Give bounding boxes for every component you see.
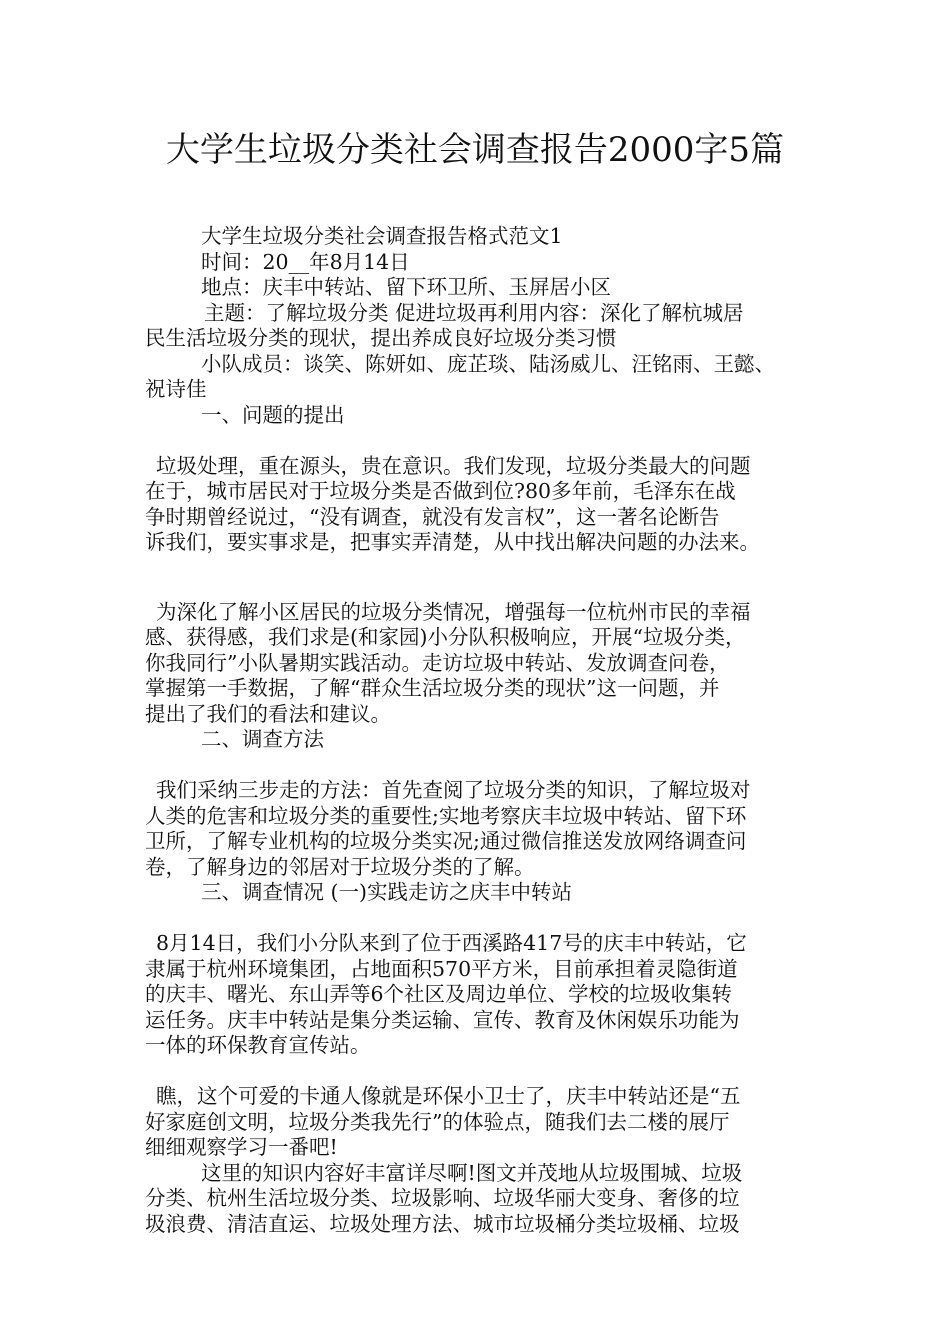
document-body: [145, 224, 820, 1237]
paragraph-line: 我们采纳三步走的方法：首先查阅了垃圾分类的知识，了解垃圾对: [156, 778, 751, 802]
section-heading-2: 二、调查方法: [201, 727, 324, 751]
spacer: [145, 1059, 820, 1085]
paragraph-line: 在于，城市居民对于垃圾分类是否做到位?80多年前，毛泽东在战: [145, 479, 736, 503]
spacer: [145, 428, 820, 454]
paragraph-line: 掌握第一手数据，了解“群众生活垃圾分类的现状”这一问题，并: [145, 676, 720, 700]
members-line: 小队成员：谈笑、陈妍如、庞芷琰、陆汤威儿、汪铭雨、王懿、: [201, 351, 775, 376]
paragraph-line: 一体的环保教育宣传站。: [145, 1033, 371, 1057]
spacer: [145, 753, 820, 779]
paragraph-line: 的庆丰、曙光、东山弄等6个社区及周边单位、学校的垃圾收集转: [145, 982, 733, 1006]
theme-line: 主题：了解垃圾分类 促进垃圾再利用内容：深化了解杭城居: [204, 300, 744, 325]
paragraph-line: 人类的危害和垃圾分类的重要性;实地考察庆丰垃圾中转站、留下环: [145, 803, 747, 828]
paragraph-line: 诉我们，要实事求是，把事实弄清楚，从中找出解决问题的办法来。: [145, 530, 760, 554]
document-title: 大学生垃圾分类社会调查报告2000字5篇: [165, 130, 785, 170]
paragraph-line: 隶属于杭州环境集团，占地面积570平方米，目前承担着灵隐街道: [145, 956, 738, 981]
paragraph-line: 提出了我们的看法和建议。: [145, 701, 391, 726]
paragraph-line: 为深化了解小区居民的垃圾分类情况，增强每一位杭州市民的幸福: [156, 599, 751, 624]
paragraph-line: 细细观察学习一番吧!: [145, 1135, 338, 1159]
theme-line-cont: 民生活垃圾分类的现状，提出养成良好垃圾分类习惯: [145, 326, 617, 350]
paragraph-line: 争时期曾经说过，“没有调查，就没有发言权”，这一著名论断告: [145, 504, 720, 529]
spacer: [145, 556, 820, 600]
paragraph-line: 感、获得感，我们求是(和家园)小分队积极响应，开展“垃圾分类，: [145, 625, 746, 649]
paragraph-line: 瞧，这个可爱的卡通人像就是环保小卫士了，庆丰中转站还是“五: [156, 1084, 741, 1108]
section-heading-3: 三、调查情况 (一)实践走访之庆丰中转站: [201, 880, 573, 904]
paragraph-line: 卷，了解身边的邻居对于垃圾分类的了解。: [145, 854, 535, 879]
paragraph-line: 8月14日，我们小分队来到了位于西溪路417号的庆丰中转站，它: [156, 931, 747, 955]
members-line-cont: 祝诗佳: [145, 377, 207, 401]
paragraph-line: 你我同行”小队暑期实践活动。走访垃圾中转站、发放调查问卷，: [145, 650, 730, 675]
paragraph-line: 垃圾处理，重在源头，贵在意识。我们发现，垃圾分类最大的问题: [156, 453, 751, 478]
paragraph-line: 好家庭创文明，垃圾分类我先行”的体验点，随我们去二楼的展厅: [145, 1109, 730, 1134]
spacer: [145, 906, 820, 932]
location-line: 地点：庆丰中转站、留下环卫所、玉屏居小区: [201, 275, 611, 299]
paragraph-line: 运任务。庆丰中转站是集分类运输、宣传、教育及休闲娱乐功能为: [145, 1007, 740, 1032]
paragraph-line: 分类、杭州生活垃圾分类、垃圾影响、垃圾华丽大变身、奢侈的垃: [145, 1186, 740, 1210]
section-heading-1: 一、问题的提出: [201, 402, 345, 427]
paragraph-line: 这里的知识内容好丰富详尽啊!图文并茂地从垃圾围城、垃圾: [201, 1160, 743, 1185]
subtitle-line: 大学生垃圾分类社会调查报告格式范文1: [201, 224, 563, 248]
paragraph-line: 圾浪费、清洁直运、垃圾处理方法、城市垃圾桶分类垃圾桶、垃圾: [145, 1211, 740, 1236]
paragraph-line: 卫所，了解专业机构的垃圾分类实况;通过微信推送发放网络调查问: [145, 829, 747, 853]
time-line: 时间：20__年8月14日: [201, 249, 410, 274]
